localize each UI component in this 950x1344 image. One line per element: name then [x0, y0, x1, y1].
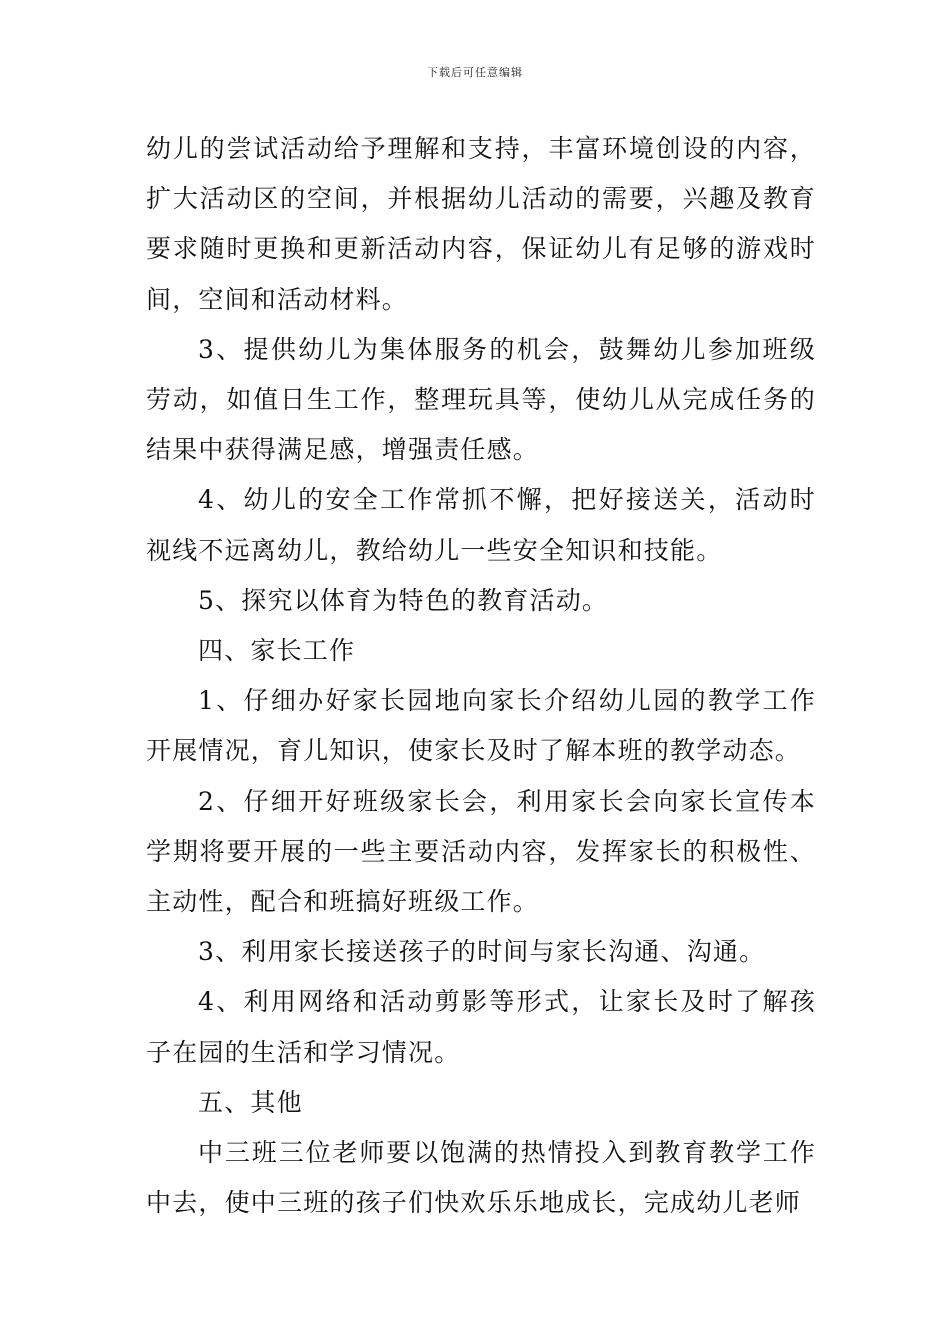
paragraph-parent-item-1: 1、仔细办好家长园地向家长介绍幼儿园的教学工作开展情况，育儿知识，使家长及时了解本班的教学动态。: [146, 686, 816, 766]
paragraph-item-3-service: 3、提供幼儿为集体服务的机会，鼓舞幼儿参加班级劳动，如值日生工作，整理玩具等，使幼儿从完成任务的结果中获得满足感，增强责任感。: [146, 334, 816, 465]
document-body: [146, 124, 816, 1228]
section-heading-parent-work: 四、家长工作: [198, 636, 356, 666]
paragraph-continuation: 幼儿的尝试活动给予理解和支持，丰富环境创设的内容，扩大活动区的空间，并根据幼儿活动的需要，兴趣及教育要求随时更换和更新活动内容，保证幼儿有足够的游戏时间，空间和活动材料。: [146, 134, 816, 314]
page-header-note: 下载后可任意编辑: [427, 66, 523, 79]
paragraph-parent-item-2: 2、仔细开好班级家长会，利用家长会向家长宣传本学期将要开展的一些主要活动内容，发挥家长的积极性、主动性，配合和班搞好班级工作。: [146, 786, 816, 917]
paragraph-item-4-safety: 4、幼儿的安全工作常抓不懈，把好接送关，活动时视线不远离幼儿，教给幼儿一些安全知识和技能。: [146, 485, 816, 565]
section-heading-other: 五、其他: [198, 1087, 303, 1117]
paragraph-parent-item-3: 3、利用家长接送孩子的时间与家长沟通、沟通。: [198, 937, 766, 967]
paragraph-item-5-sports: 5、探究以体育为特色的教育活动。: [198, 585, 609, 615]
paragraph-other-content: 中三班三位老师要以饱满的热情投入到教育教学工作中去，使中三班的孩子们快欢乐乐地成长，完成幼儿老师: [146, 1138, 816, 1218]
paragraph-parent-item-4: 4、利用网络和活动剪影等形式，让家长及时了解孩子在园的生活和学习情况。: [146, 987, 816, 1067]
